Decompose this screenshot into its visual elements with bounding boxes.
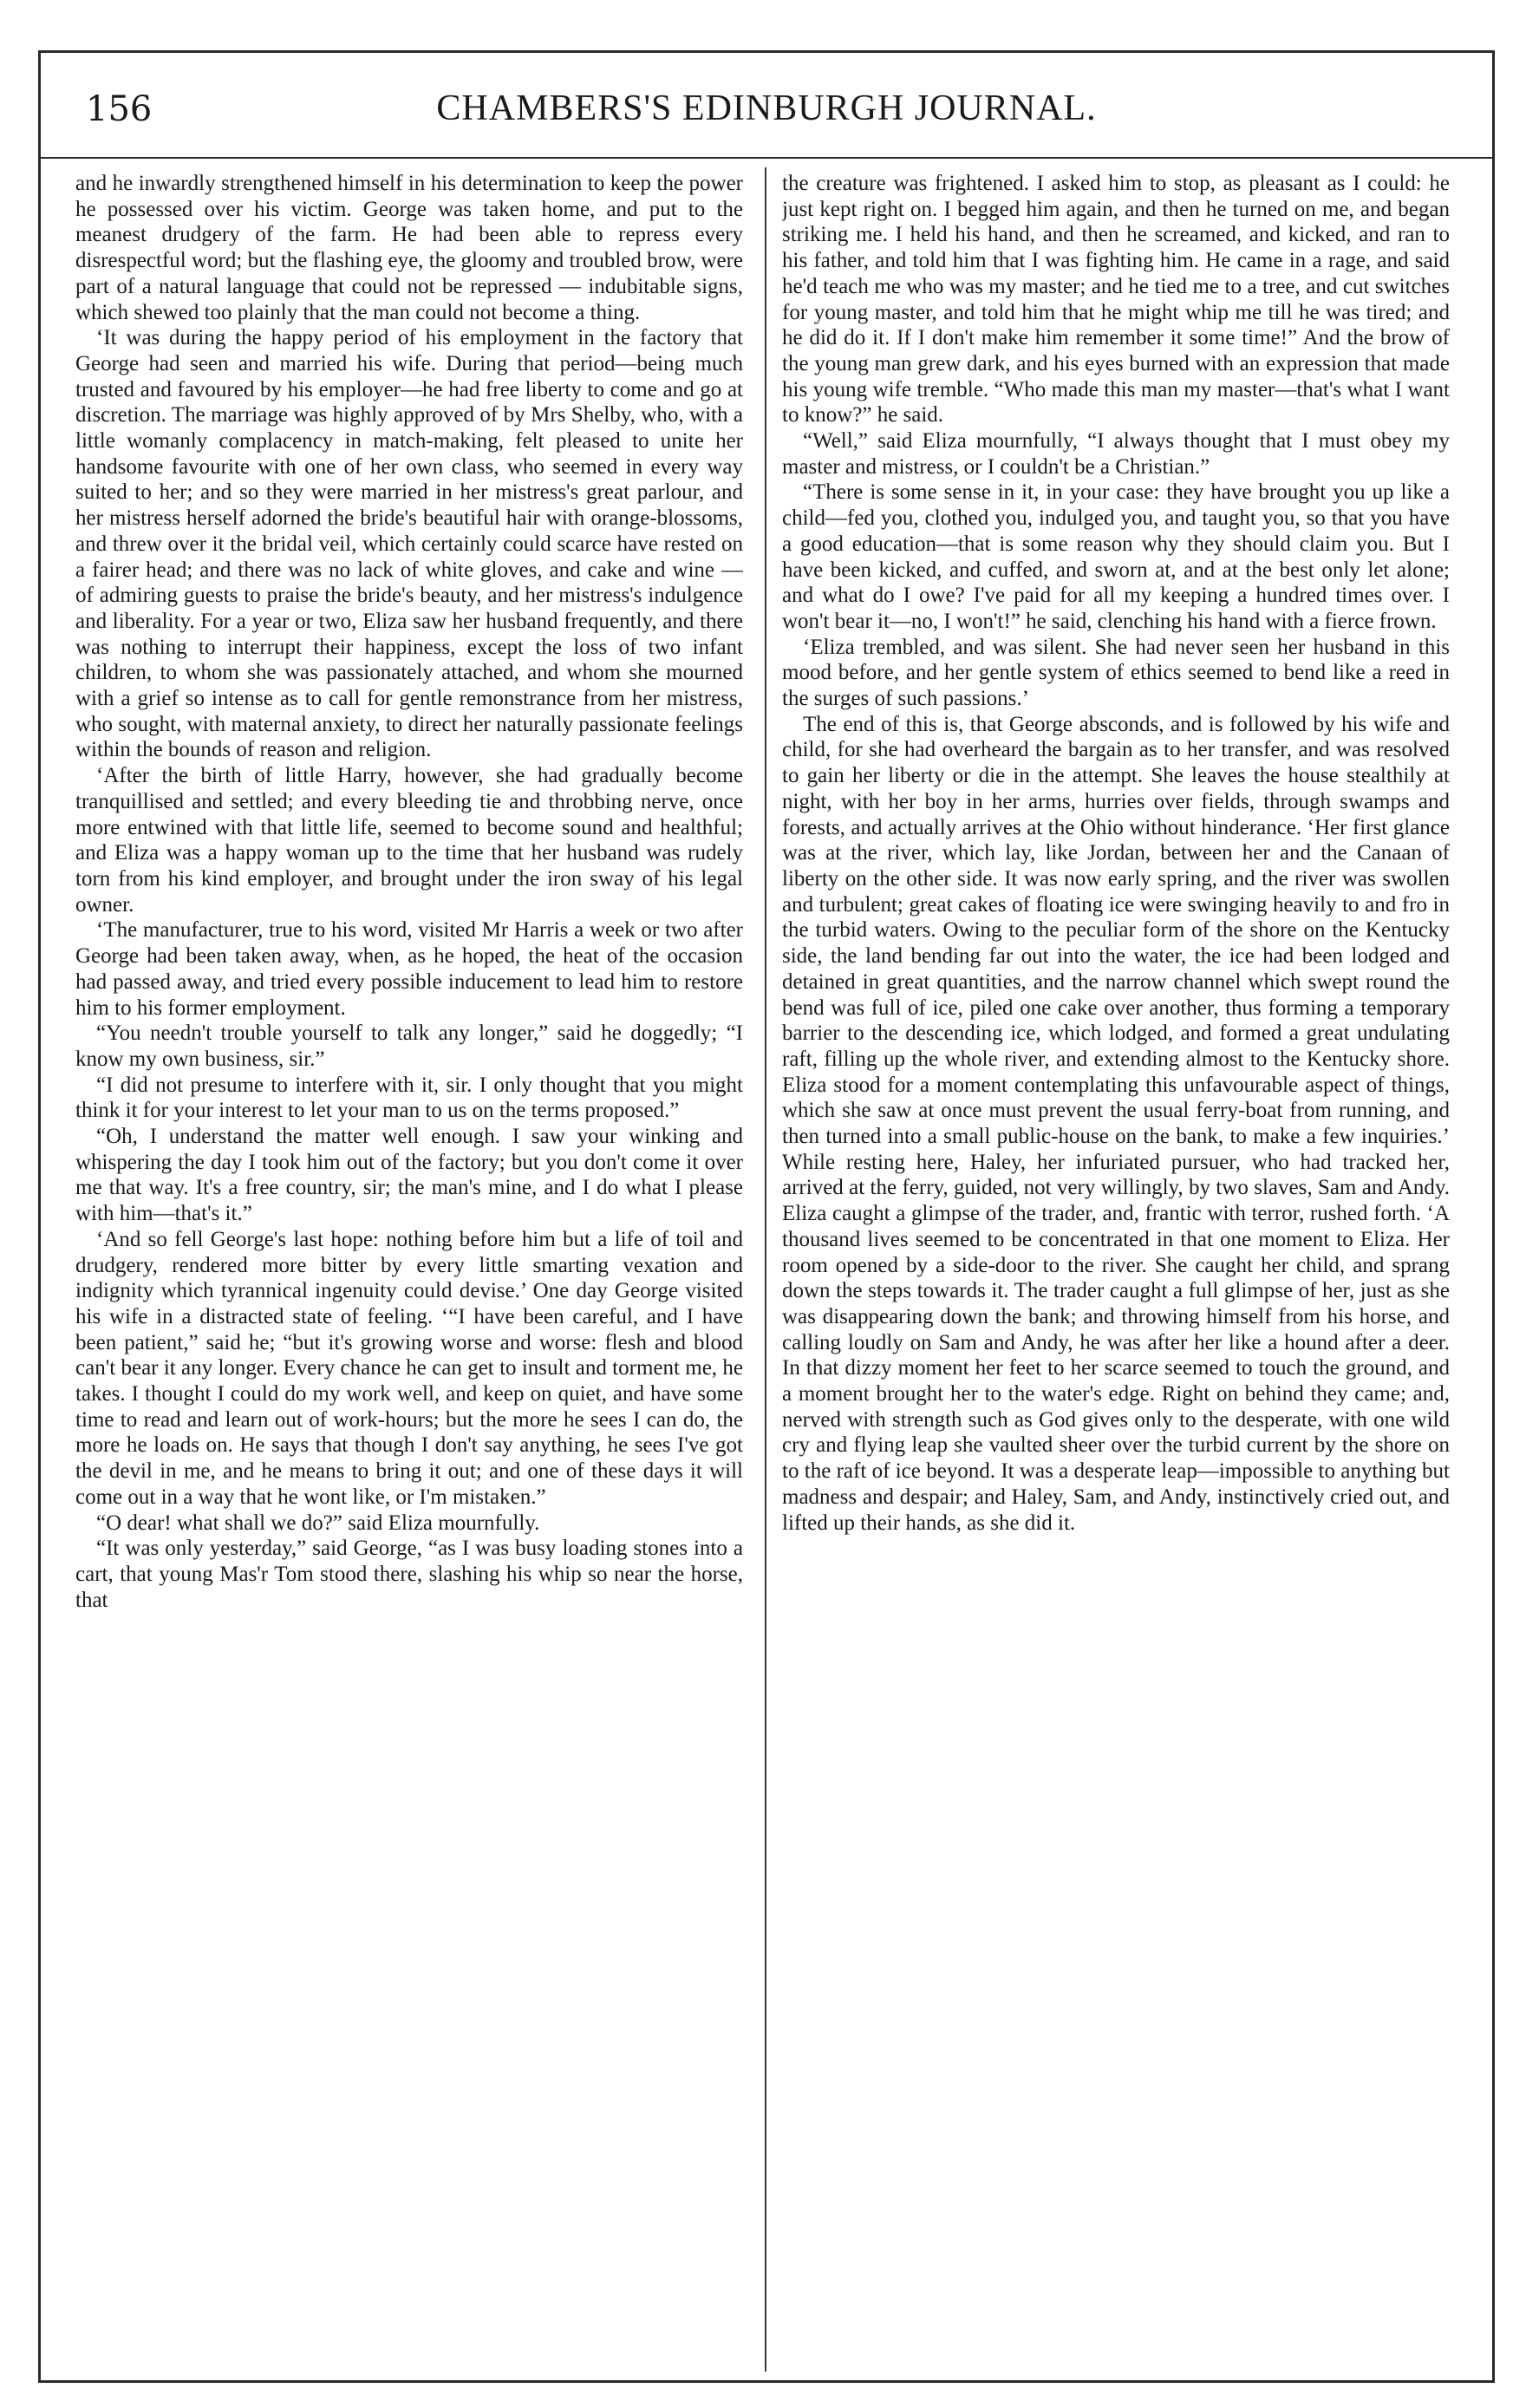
paragraph: ‘It was during the happy period of his employment in the factory that George had seen and married his wife. During that period—being much trusted and favoured by his employer—he had free liberty to come and go at discretion. The marriage was highly approved of by Mrs Shelby, who, with a little womanly complacency in match-making, felt pleased to unite her handsome favourite with one of her own class, who seemed in every way suited to her; and so they were married in her mistress's great parlour, and her mistress herself adorned the bride's beautiful hair with orange-blossoms, and threw over it the bridal veil, which certainly could scarce have rested on a fairer head; and there was no lack of white gloves, and cake and wine — of admiring guests to praise the bride's beauty, and her mistress's indulgence and liberality. For a year or two, Eliza saw her husband frequently, and there was nothing to interrupt their happiness, except the loss of two infant children, to whom she was passionately attached, and whom she mourned with a grief so intense as to call for gentle remonstrance from her mistress, who sought, with maternal anxiety, to direct her naturally passionate feelings within the bounds of reason and religion. xyxy=(75,326,743,762)
paragraph: “You needn't trouble yourself to talk any longer,” said he doggedly; “I know my own business, sir.” xyxy=(75,1021,743,1071)
paragraph: “It was only yesterday,” said George, “as I was busy loading stones into a cart, that young Mas'r Tom stood there, slashing his whip so near the horse, that xyxy=(75,1537,743,1612)
page-header xyxy=(41,53,1492,159)
paragraph: ‘And so fell George's last hope: nothing before him but a life of toil and drudgery, rendered more bitter by every little smarting vexation and indignity which tyrannical ingenuity could devise.’ One day George visited his wife in a distracted state of feeling. ‘“I have been careful, and I have been patient,” said he; “but it's growing worse and worse: flesh and blood can't bear it any longer. Every chance he can get to insult and torment me, he takes. I thought I could do my work well, and keep on quiet, and have some time to read and learn out of work-hours; but the more he sees I can do, the more he loads on. He says that though I don't say anything, he sees I've got the devil in me, and he means to bring it out; and one of these days it will come out in a way that he wont like, or I'm mistaken.” xyxy=(75,1227,743,1509)
paragraph: and he inwardly strengthened himself in his determination to keep the power he possessed over his victim. George was taken home, and put to the meanest drudgery of the farm. He had been able to repress every disrespectful word; but the flashing eye, the gloomy and troubled brow, were part of a natural language that could not be repressed — indubitable signs, which shewed too plainly that the man could not become a thing. xyxy=(75,172,743,324)
column-divider xyxy=(765,167,766,2372)
paragraph: “There is some sense in it, in your case: they have brought you up like a child—fed you, clothed you, indulged you, and taught you, so that you have a good education—that is some reason why they should claim you. But I have been kicked, and cuffed, and sworn at, and at the best only let alone; and what do I owe? I've paid for all my keeping a hundred times over. I won't bear it—no, I won't!” he said, clenching his hand with a fierce frown. xyxy=(782,480,1450,633)
paragraph: ‘The manufacturer, true to his word, visited Mr Harris a week or two after George had been taken away, when, as he hoped, the heat of the occasion had passed away, and tried every possible inducement to lead him to restore him to his former employment. xyxy=(75,918,743,1020)
text-columns xyxy=(41,159,1492,2380)
journal-title: CHAMBERS'S EDINBURGH JOURNAL. xyxy=(436,88,1097,128)
paragraph: The end of this is, that George absconds, and is followed by his wife and child, for she had overheard the bargain as to her transfer, and was resolved to gain her liberty or die in the attempt. She leaves the house stealthily at night, with her boy in her arms, hurries over fields, through swamps and forests, and actually arrives at the Ohio without hinderance. ‘Her first glance was at the river, which lay, like Jordan, between her and the Canaan of liberty on the other side. It was now early spring, and the river was swollen and turbulent; great cakes of floating ice were swinging heavily to and fro in the turbid waters. Owing to the peculiar form of the shore on the Kentucky side, the land bending far out into the water, the ice had been lodged and detained in great quantities, and the narrow channel which swept round the bend was full of ice, piled one cake over another, thus forming a temporary barrier to the descending ice, which lodged, and formed a great undulating raft, filling up the whole river, and extending almost to the Kentucky shore. Eliza stood for a moment contemplating this unfavourable aspect of things, which she saw at once must prevent the usual ferry-boat from running, and then turned into a small public-house on the bank, to make a few inquiries.’ While resting here, Haley, her infuriated pursuer, who had tracked her, arrived at the ferry, guided, not very willingly, by two slaves, Sam and Andy. Eliza caught a glimpse of the trader, and, frantic with terror, rushed forth. ‘A thousand lives seemed to be concentrated in that one moment to Eliza. Her room opened by a side-door to the river. She caught her child, and sprang down the steps towards it. The trader caught a full glimpse of her, just as she was disappearing down the bank; and throwing himself from his horse, and calling loudly on Sam and Andy, he was after her like a hound after a deer. In that dizzy moment her feet to her scarce seemed to touch the ground, and a moment brought her to the water's edge. Right on behind they came; and, nerved with strength such as God gives only to the desperate, with one wild cry and flying leap she vaulted sheer over the turbid current by the shore on to the raft of ice beyond. It was a desperate leap—impossible to anything but madness and despair; and Haley, Sam, and Andy, instinctively cried out, and lifted up their hands, as she did it. xyxy=(782,712,1450,1535)
paragraph: “O dear! what shall we do?” said Eliza mournfully. xyxy=(96,1511,540,1535)
right-column xyxy=(782,171,1450,2372)
page-number: 156 xyxy=(86,89,153,129)
paragraph: “I did not presume to interfere with it, sir. I only thought that you might think it for your interest to let your man to us on the terms proposed.” xyxy=(75,1073,743,1123)
paragraph: “Well,” said Eliza mournfully, “I always thought that I must obey my master and mistress, or I couldn't be a Christian.” xyxy=(782,429,1450,479)
paragraph: ‘After the birth of little Harry, however, she had gradually become tranquillised and settled; and every bleeding tie and throbbing nerve, once more entwined with that little life, seemed to become sound and healthful; and Eliza was a happy woman up to the time that her husband was rudely torn from his kind employer, and brought under the iron sway of his legal owner. xyxy=(75,764,743,917)
paragraph: the creature was frightened. I asked him to stop, as pleasant as I could: he just kept right on. I begged him again, and then he turned on me, and began striking me. I held his hand, and then he screamed, and kicked, and ran to his father, and told him that I was fighting him. He came in a rage, and said he'd teach me who was my master; and he tied me to a tree, and cut switches for young master, and told him that he might whip me till he was tired; and he did do it. If I don't make him remember it some time!” And the brow of the young man grew dark, and his eyes burned with an expression that made his young wife tremble. “Who made this man my master—that's what I want to know?” he said. xyxy=(782,172,1450,427)
left-column xyxy=(75,171,743,2372)
journal-page xyxy=(38,50,1495,2383)
paragraph: ‘Eliza trembled, and was silent. She had never seen her husband in this mood before, and her gentle system of ethics seemed to bend like a reed in the surges of such passions.’ xyxy=(782,635,1450,711)
paragraph: “Oh, I understand the matter well enough. I saw your winking and whispering the day I took him out of the factory; but you don't come it over me that way. It's a free country, sir; the man's mine, and I do what I please with him—that's it.” xyxy=(75,1125,743,1226)
